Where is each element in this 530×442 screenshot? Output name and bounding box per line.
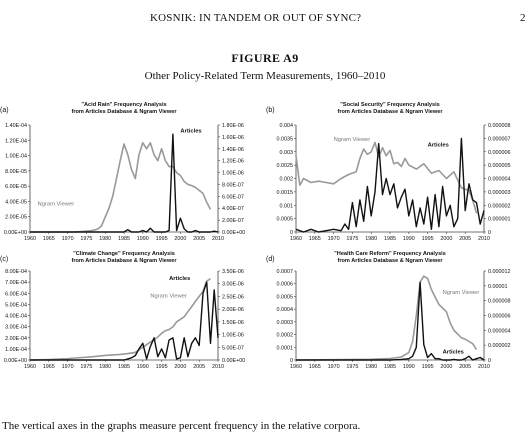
running-head: KOSNIK: IN TANDEM OR OUT OF SYNC? [150,12,362,24]
x-tick-label: 1970 [327,236,340,242]
y-left-tick-label: 0.00E+00 [3,230,27,236]
y-right-tick-label: 0.000006 [488,149,511,156]
x-tick-label: 1970 [61,236,74,242]
x-tick-label: 1985 [384,364,396,370]
y-right-tick-label: 6.00E-07 [222,194,244,201]
y-right-tick-label: 1.20E-06 [222,158,244,165]
y-left-tick-label: 0.0015 [276,189,293,196]
y-left-tick-label: 0 [290,230,293,236]
y-right-tick-label: 2.50E-06 [222,294,244,301]
figure-label: FIGURE A9 [231,51,299,65]
series-annotation: Articles [427,142,449,149]
y-right-tick-label: 0.000002 [488,343,511,350]
x-tick-label: 1980 [365,236,378,242]
ngram-series-line [30,143,211,232]
y-right-tick-label: 1.40E-06 [222,146,244,153]
series-annotation: Ngram Viewer [442,289,480,296]
y-right-tick-label: 0.000007 [488,136,511,143]
x-tick-label: 1960 [24,364,36,370]
y-left-tick-label: 1.40E-04 [5,123,27,129]
y-left-tick-label: 0.0025 [276,163,293,170]
panel-label: (a) [0,107,9,114]
x-tick-label: 1990 [402,364,415,370]
x-tick-label: 1980 [365,364,378,370]
figure-footnote: The vertical axes in the graphs measure percent frequency in the relative corpora. [2,420,361,432]
page-number: 2 [520,12,526,24]
figure-caption: Other Policy-Related Term Measurements, 1960–2010 [144,70,386,82]
y-left-tick-label: 2.00E-04 [5,335,27,342]
y-left-tick-label: 0.0007 [276,269,293,275]
x-tick-label: 2010 [212,364,224,370]
y-left-tick-label: 6.00E-05 [5,184,27,191]
y-right-tick-label: 0.000003 [488,189,511,196]
chart-subtitle: from Articles Database & Ngram Viewer [71,258,177,264]
ngram-series-line [296,276,477,360]
y-right-tick-label: 2.00E-06 [222,307,244,314]
x-tick-label: 1990 [402,236,415,242]
x-tick-label: 1960 [290,236,302,242]
x-tick-label: 2005 [459,364,472,370]
y-left-tick-label: 3.00E-04 [5,324,27,331]
x-tick-label: 1975 [346,364,359,370]
x-tick-label: 1975 [346,236,359,242]
y-right-tick-label: 0.000004 [488,176,511,183]
x-tick-label: 1965 [308,236,321,242]
x-tick-label: 1985 [384,236,396,242]
panel-label: (b) [266,107,275,114]
y-left-tick-label: 0.001 [279,203,293,210]
x-tick-label: 2000 [440,364,453,370]
chart-title: "Climate Change" Frequency Analysis [73,251,175,257]
y-right-tick-label: 0.000012 [488,269,511,275]
y-left-tick-label: 4.00E-05 [5,199,27,206]
y-left-tick-label: 0.0002 [276,332,293,339]
y-right-tick-label: 0.000002 [488,203,511,210]
y-left-tick-label: 0.0005 [276,294,293,301]
x-tick-label: 1995 [155,364,168,370]
y-left-tick-label: 6.00E-04 [5,291,27,298]
y-right-tick-label: 0.000004 [488,328,511,335]
x-tick-label: 2000 [174,236,187,242]
chart-subtitle: from Articles Database & Ngram Viewer [337,258,443,264]
y-left-tick-label: 0.0004 [276,307,293,314]
y-left-tick-label: 0.002 [279,176,293,183]
x-tick-label: 1965 [42,364,55,370]
y-left-tick-label: 1.20E-04 [5,138,27,145]
x-tick-label: 2010 [478,236,490,242]
series-annotation: Ngram Viewer [150,293,187,300]
x-tick-label: 2000 [174,364,187,370]
y-right-tick-label: 1.80E-06 [222,123,244,129]
y-left-tick-label: 0.003 [279,149,293,156]
y-right-tick-label: 0.00001 [488,283,508,290]
series-annotation: Articles [442,349,464,356]
panel-label: (d) [266,256,275,263]
x-tick-label: 1965 [42,236,55,242]
y-left-tick-label: 0.00E+00 [3,358,27,364]
series-annotation: Articles [169,275,191,282]
y-right-tick-label: 0.000001 [488,216,511,223]
x-tick-label: 1970 [61,364,74,370]
y-right-tick-label: 5.00E-07 [222,345,244,352]
chart-subtitle: from Articles Database & Ngram Viewer [337,109,443,115]
x-tick-label: 1975 [80,364,93,370]
y-left-tick-label: 7.00E-04 [5,280,27,287]
x-tick-label: 2005 [193,364,206,370]
y-right-tick-label: 0.000005 [488,163,511,170]
x-tick-label: 1975 [80,236,93,242]
y-left-tick-label: 0.0035 [276,136,293,143]
y-left-tick-label: 5.00E-04 [5,302,27,309]
series-annotation: Ngram Viewer [333,137,371,144]
y-right-tick-label: 0 [488,358,491,364]
y-left-tick-label: 1.00E-04 [5,153,27,160]
chart-title: "Health Care Reform" Frequency Analysis [334,251,446,257]
y-left-tick-label: 0.0005 [276,216,293,223]
x-tick-label: 1990 [136,364,149,370]
articles-series-line [30,282,218,360]
y-left-tick-label: 8.00E-05 [5,168,27,175]
ngram-series-line [30,279,211,360]
series-annotation: Ngram Viewer [37,201,75,208]
x-tick-label: 1980 [99,236,112,242]
y-left-tick-label: 1.00E-04 [5,346,27,353]
x-tick-label: 2005 [459,236,472,242]
y-right-tick-label: 1.00E-06 [222,170,244,177]
x-tick-label: 1965 [308,364,321,370]
y-right-tick-label: 1.00E-06 [222,332,244,339]
y-right-tick-label: 3.50E-06 [222,269,244,275]
y-left-tick-label: 2.00E-05 [5,214,27,221]
x-tick-label: 1995 [421,236,434,242]
y-left-tick-label: 0.0003 [276,319,293,326]
chart-title: "Social Security" Frequency Analysis [340,102,440,108]
x-tick-label: 1970 [327,364,340,370]
y-right-tick-label: 0.000006 [488,313,511,320]
x-tick-label: 2005 [193,236,206,242]
articles-series-line [30,134,218,232]
x-tick-label: 2010 [212,236,224,242]
x-tick-label: 1990 [136,236,149,242]
chart-subtitle: from Articles Database & Ngram Viewer [71,109,177,115]
y-right-tick-label: 1.60E-06 [222,134,244,141]
y-right-tick-label: 0.00E+00 [222,230,246,236]
x-tick-label: 1960 [290,364,302,370]
y-left-tick-label: 8.00E-04 [5,269,27,275]
chart-title: "Acid Rain" Frequency Analysis [81,102,167,108]
x-tick-label: 1995 [421,364,434,370]
y-right-tick-label: 0.000008 [488,123,511,129]
y-right-tick-label: 1.50E-06 [222,319,244,326]
series-annotation: Articles [180,128,202,135]
x-tick-label: 1960 [24,236,36,242]
y-left-tick-label: 0 [290,358,293,364]
y-left-tick-label: 4.00E-04 [5,313,27,320]
x-tick-label: 1980 [99,364,112,370]
y-right-tick-label: 0.000008 [488,298,511,305]
y-right-tick-label: 0 [488,230,491,236]
y-right-tick-label: 8.00E-07 [222,182,244,189]
x-tick-label: 2010 [478,364,490,370]
y-left-tick-label: 0.0006 [276,281,293,288]
x-tick-label: 1985 [118,236,130,242]
y-left-tick-label: 0.004 [279,123,293,129]
y-right-tick-label: 0.00E+00 [222,358,246,364]
y-right-tick-label: 2.00E-07 [222,218,244,225]
x-tick-label: 2000 [440,236,453,242]
y-right-tick-label: 4.00E-07 [222,206,244,213]
panel-label: (c) [0,256,9,263]
y-right-tick-label: 3.00E-06 [222,281,244,288]
x-tick-label: 1995 [155,236,168,242]
x-tick-label: 1985 [118,364,130,370]
y-left-tick-label: 0.0001 [276,345,293,352]
